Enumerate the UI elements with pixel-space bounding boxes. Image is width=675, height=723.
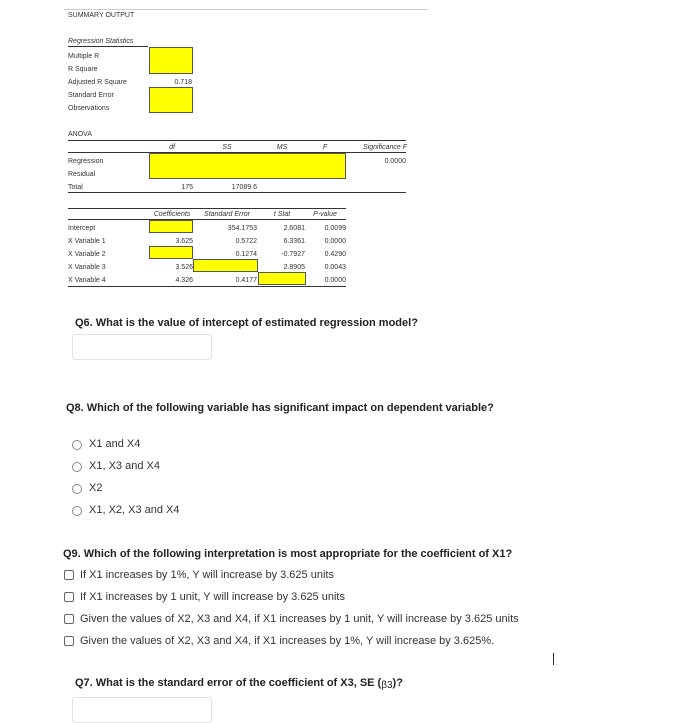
q8-option-radio[interactable] bbox=[72, 484, 82, 494]
anova-header-ss: SS bbox=[222, 144, 232, 151]
adjusted-r-square-value: 0.718 bbox=[174, 79, 192, 86]
coef-row-label: X Variable 4 bbox=[68, 277, 106, 284]
p-value: 0.4290 bbox=[324, 251, 346, 258]
q6-answer-input[interactable] bbox=[72, 334, 212, 360]
total-ss-value: 17089.6 bbox=[231, 184, 257, 191]
coef-value: 4.326 bbox=[175, 277, 193, 284]
t-stat-value: -0.7927 bbox=[281, 251, 305, 258]
se-value: 0.4177 bbox=[235, 277, 257, 284]
coef-header-coefficients: Coefficients bbox=[153, 211, 191, 218]
q8-question: Q8. Which of the following variable has significant impact on dependent variable? bbox=[66, 402, 494, 414]
coef-value: 3.526 bbox=[175, 264, 193, 271]
q9-option-checkbox[interactable] bbox=[64, 570, 74, 580]
divider bbox=[64, 9, 428, 10]
t-stat-value: 2.6081 bbox=[283, 225, 305, 232]
q7-answer-input[interactable] bbox=[72, 697, 212, 723]
q8-option-label[interactable]: X1, X3 and X4 bbox=[89, 460, 160, 472]
significance-f-value: 0.0000 bbox=[384, 158, 406, 165]
q7-beta-symbol: β3 bbox=[381, 680, 393, 691]
se-value: 0.1274 bbox=[235, 251, 257, 258]
coef-header-p-value: P-value bbox=[313, 211, 337, 218]
anova-row-label: Regression bbox=[68, 158, 104, 165]
anova-header-significance-f: Significance F bbox=[363, 144, 407, 151]
stat-label: Standard Error bbox=[68, 92, 114, 99]
q9-option-checkbox[interactable] bbox=[64, 592, 74, 602]
text-cursor-icon bbox=[553, 653, 554, 665]
q9-option-label[interactable]: Given the values of X2, X3 and X4, if X1 increases by 1 unit, Y will increase by 3.625 units bbox=[80, 613, 519, 625]
highlight-cell bbox=[149, 246, 193, 259]
anova-row-label: Residual bbox=[68, 171, 96, 178]
stat-label: Multiple R bbox=[68, 53, 100, 60]
p-value: 0.0099 bbox=[324, 225, 346, 232]
q9-option-checkbox[interactable] bbox=[64, 636, 74, 646]
total-df-value: 175 bbox=[181, 184, 193, 191]
q7-question-suffix: )? bbox=[392, 677, 403, 689]
divider bbox=[68, 140, 406, 141]
stat-label: R Square bbox=[68, 66, 98, 73]
p-value: 0.0043 bbox=[324, 264, 346, 271]
highlight-cell bbox=[258, 272, 306, 285]
q9-option-label[interactable]: Given the values of X2, X3 and X4, if X1 increases by 1%, Y will increase by 3.625%. bbox=[80, 635, 495, 647]
q9-option-label[interactable]: If X1 increases by 1%, Y will increase by 3.625 units bbox=[80, 569, 334, 581]
t-stat-value: 6.3361 bbox=[283, 238, 305, 245]
stat-label: Adjusted R Square bbox=[68, 79, 127, 86]
coef-header-t-stat: t Stat bbox=[273, 211, 291, 218]
q7-question bbox=[75, 677, 403, 691]
se-value: 0.5722 bbox=[235, 238, 257, 245]
highlight-cell bbox=[193, 259, 258, 272]
anova-header-df: df bbox=[169, 144, 175, 151]
q8-option-label[interactable]: X2 bbox=[89, 482, 103, 494]
highlight-cell bbox=[149, 47, 193, 74]
q7-question-text: Q7. What is the standard error of the coefficient of X3, SE ( bbox=[75, 677, 382, 689]
anova-header-ms: MS bbox=[276, 144, 288, 151]
coef-row-label: X Variable 3 bbox=[68, 264, 106, 271]
highlight-cell bbox=[149, 220, 193, 233]
highlight-block bbox=[149, 153, 346, 179]
t-stat-value: 2.8905 bbox=[283, 264, 305, 271]
q6-question: Q6. What is the value of intercept of estimated regression model? bbox=[75, 317, 418, 329]
regression-statistics-header: Regression Statistics bbox=[68, 37, 148, 47]
highlight-cell bbox=[149, 87, 193, 113]
q8-option-label[interactable]: X1, X2, X3 and X4 bbox=[89, 504, 180, 516]
q9-question: Q9. Which of the following interpretation is most appropriate for the coefficient of X1? bbox=[63, 548, 513, 560]
q9-option-checkbox[interactable] bbox=[64, 614, 74, 624]
anova-header-f: F bbox=[322, 144, 328, 151]
q8-option-radio[interactable] bbox=[72, 440, 82, 450]
divider bbox=[68, 208, 346, 209]
divider bbox=[68, 219, 346, 220]
q8-option-radio[interactable] bbox=[72, 462, 82, 472]
coef-row-label: Intercept bbox=[68, 225, 96, 232]
divider bbox=[68, 192, 406, 193]
stat-label: Observations bbox=[68, 105, 110, 112]
p-value: 0.0000 bbox=[324, 277, 346, 284]
anova-title: ANOVA bbox=[68, 131, 92, 138]
coef-row-label: X Variable 1 bbox=[68, 238, 106, 245]
coef-value: 3.625 bbox=[175, 238, 193, 245]
coef-header-standard-error: Standard Error bbox=[204, 211, 250, 218]
p-value: 0.0000 bbox=[324, 238, 346, 245]
q8-option-radio[interactable] bbox=[72, 506, 82, 516]
q8-option-label[interactable]: X1 and X4 bbox=[89, 438, 141, 450]
divider bbox=[68, 286, 346, 287]
anova-row-label: Total bbox=[68, 184, 83, 191]
summary-title: SUMMARY OUTPUT bbox=[68, 12, 135, 19]
q9-option-label[interactable]: If X1 increases by 1 unit, Y will increase by 3.625 units bbox=[80, 591, 345, 603]
coef-row-label: X Variable 2 bbox=[68, 251, 106, 258]
se-value: 354.1753 bbox=[227, 225, 257, 232]
